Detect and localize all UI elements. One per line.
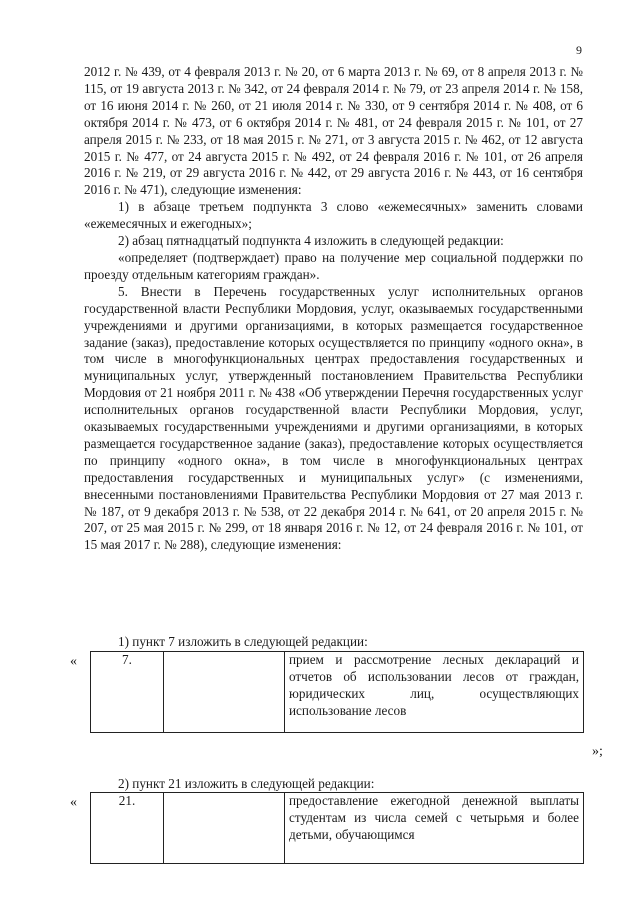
item1-heading: 1) пункт 7 изложить в следующей редакции: bbox=[118, 634, 368, 649]
paragraph-subitem-2: 2) абзац пятнадцатый подпункта 4 изложить в следующей редакции: bbox=[118, 233, 504, 249]
paragraph-continuation: 2012 г. № 439, от 4 февраля 2013 г. № 20, от 6 марта 2013 г. № 69, от 8 апреля 2013 г. № 115, от 19 августа 2013 г. № 342, от 24 февраля 2014 г. № 79, от 23 апреля 2014 г. № 158, от 16 июня 2014 г. № 260, от 21 июля 2014 г. № 330, от 9 сентября 2014 г. № 408, от 6 октября 2014 г. № 473, от 6 октября 2014 г. № 481, от 24 февраля 2015 г. № 101, от 27 апреля 2015 г. № 233, от 18 мая 2015 г. № 271, от 3 августа 2015 г. № 462, от 12 августа 2015 г. № 477, от 24 августа 2015 г. № 492, от 24 февраля 2016 г. № 101, от 26 апреля 2016 г. № 219, от 29 августа 2016 г. № 442, от 29 августа 2016 г. № 443, от 16 сентября 2016 г. № 471), следующие изменения: bbox=[84, 64, 583, 198]
paragraph-section-5: 5. Внести в Перечень государственных услуг исполнительных органов государственной власти Республики Мордовия, услуг, оказываемых государственными учреждениями и другими организациями, в которых размещается государственное задание (заказ), предоставление которых осуществляется по принципу «одного окна», в том числе в многофункциональных центрах предоставления государственных и муниципальных услуг, утвержденный постановлением Правительства Республики Мордовия от 21 ноября 2011 г. № 438 «Об утверждении Перечня государственных услуг исполнительных органов государственной власти Республики Мордовия, услуг, оказываемых государственными учреждениями и другими организациями, в которых размещается государственное задание (заказ), предоставление которых осуществляется по принципу «одного окна», в том числе в многофункциональных центрах предоставления государственных и муниципальных услуг» (с изменениями, внесенными постановлениями Правительства Республики Мордовия от 27 мая 2013 г. № 187, от 9 декабря 2013 г. № 538, от 22 декабря 2014 г. № 641, от 20 апреля 2015 г. № 207, от 25 мая 2015 г. № 299, от 18 января 2016 г. № 12, от 24 февраля 2016 г. № 101, от 15 мая 2017 г. № 288), следующие изменения: bbox=[84, 283, 583, 553]
item2-number-cell: 21. bbox=[91, 793, 164, 864]
item2-table bbox=[90, 792, 584, 864]
paragraph-subitem-1: 1) в абзаце третьем подпункта 3 слово «ежемесячных» заменить словами «ежемесячных и ежегодных»; bbox=[84, 199, 583, 232]
table-row bbox=[91, 793, 584, 864]
item2-heading: 2) пункт 21 изложить в следующей редакции: bbox=[118, 776, 375, 791]
page-number: 9 bbox=[576, 43, 582, 57]
table-row bbox=[91, 652, 584, 733]
item1-table bbox=[90, 651, 584, 733]
item2-open-quote: « bbox=[70, 795, 77, 810]
item2-description-cell: предоставление ежегодной денежной выплаты студентам из числа семей с четырьмя и более детьми, обучающимся bbox=[285, 793, 584, 864]
document-body bbox=[84, 64, 583, 554]
item1-description-cell: прием и рассмотрение лесных деклараций и отчетов об использовании лесов от граждан, юридических лиц, осуществляющих использование лесов bbox=[285, 652, 584, 733]
item1-number-cell: 7. bbox=[91, 652, 164, 733]
item1-close-quote: »; bbox=[592, 744, 603, 759]
paragraph-quote: «определяет (подтверждает) право на получение мер социальной поддержки по проезду отдельным категориям граждан». bbox=[84, 249, 583, 282]
item1-open-quote: « bbox=[70, 654, 77, 669]
item2-empty-cell bbox=[164, 793, 285, 864]
item1-empty-cell bbox=[164, 652, 285, 733]
